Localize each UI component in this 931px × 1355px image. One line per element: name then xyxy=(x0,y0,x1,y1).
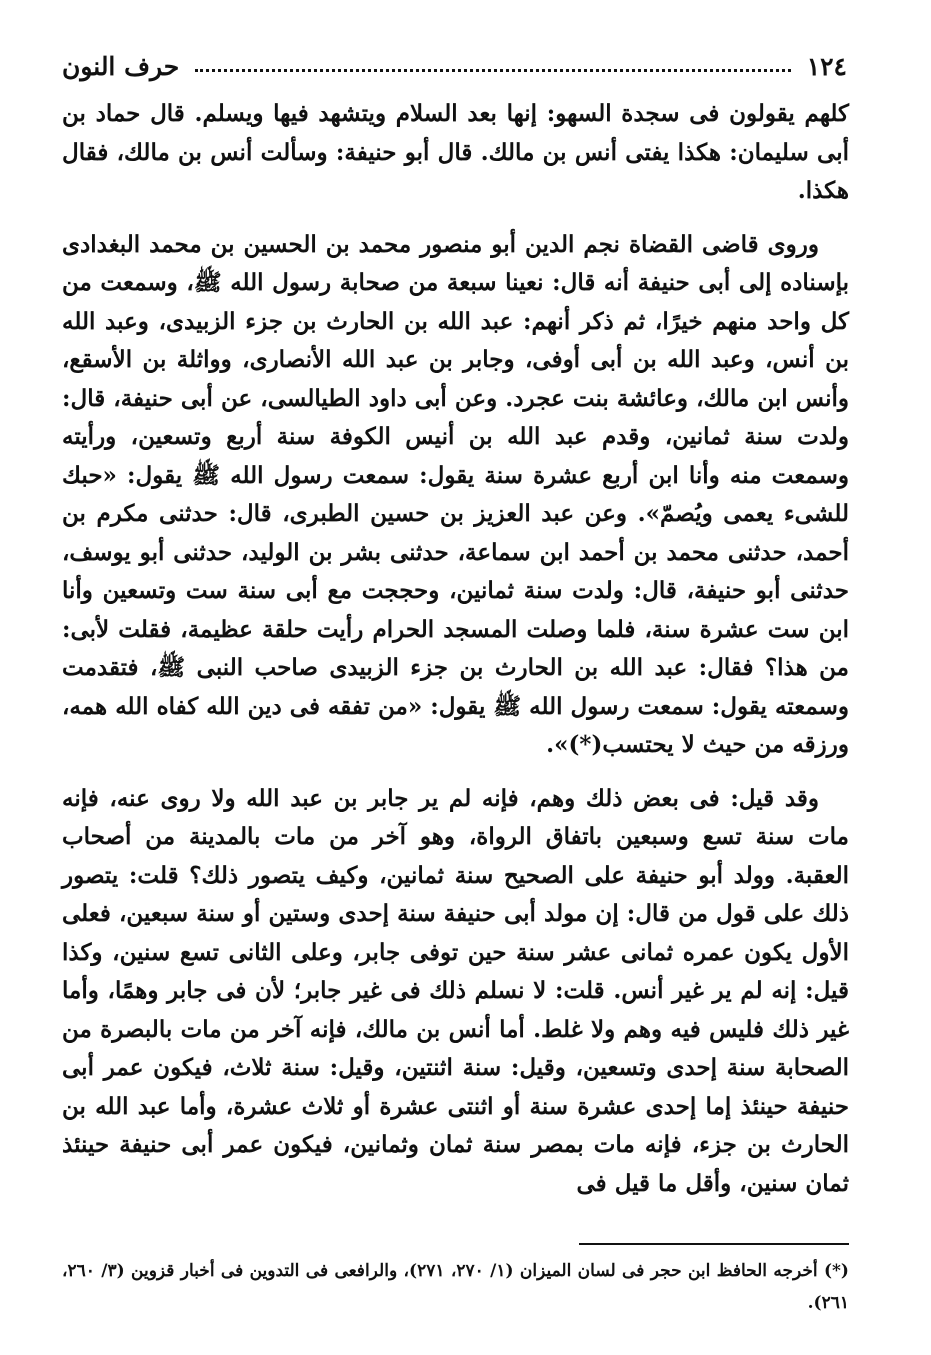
main-text xyxy=(62,95,849,1203)
page-number: ١٢٤ xyxy=(806,51,847,81)
running-header xyxy=(62,46,847,86)
paragraph-gap xyxy=(62,765,849,780)
paragraph-gap xyxy=(62,211,849,226)
paragraph-narrations: وروى قاضى القضاة نجم الدين أبو منصور محمد بن الحسين بن محمد البغدادى بإسناده إلى أبى حنيفة أنه قال: نعينا سبعة من صحابة رسول الله ﷺ، وسمعت من كل واحد منهم خيرًا، ثم ذكر أنهم: عبد الله بن الحارث بن جزء الزبيدى، وعبد الله بن أنس، وعبد الله بن أبى أوفى، وجابر بن عبد الله الأنصارى، وواثلة بن الأسقع، وأنس ابن مالك، وعائشة بنت عجرد. وعن أبى داود الطيالسى، عن أبى حنيفة، قال: ولدت سنة ثمانين، وقدم عبد الله بن أنيس الكوفة سنة أربع وتسعين، ورأيته وسمعت منه وأنا ابن أربع عشرة سنة يقول: سمعت رسول الله ﷺ يقول: «حبك للشىء يعمى ويُصمّ». وعن عبد العزيز بن حسين الطبرى، قال: حدثنى مكرم بن أحمد، حدثنى محمد بن أحمد ابن سماعة، حدثنى بشر بن الوليد، حدثنى أبو يوسف، حدثنى أبو حنيفة، قال: ولدت سنة ثمانين، وحججت مع أبى سنة ست وتسعين وأنا ابن ست عشرة سنة، فلما وصلت المسجد الحرام رأيت حلقة عظيمة، فقلت لأبى: من هذا؟ فقال: عبد الله بن الحارث بن جزء الزبيدى صاحب النبى ﷺ، فتقدمت وسمعته يقول: سمعت رسول الله ﷺ يقول: «من تفقه فى دين الله كفاه الله همه، ورزقه من حيث لا يحتسب(*)». xyxy=(62,230,849,758)
footnote: (*) أخرجه الحافظ ابن حجر فى لسان الميزان (١/ ٢٧٠، ٢٧١)، والرافعى فى التدوين فى أخبار قزوين (٣/ ٢٦٠، ٢٦١). xyxy=(62,1261,849,1313)
footnote-separator xyxy=(579,1243,849,1245)
paragraph-discussion: وقد قيل: فى بعض ذلك وهم، فإنه لم ير جابر بن عبد الله ولا روى عنه، فإنه مات سنة تسع وسبعين باتفاق الرواة، وهو آخر من مات بالمدينة من أصحاب العقبة. وولد أبو حنيفة على الصحيح سنة ثمانين، وكيف يتصور ذلك؟ قلت: يتصور ذلك على قول من قال: إن مولد أبى حنيفة سنة إحدى وستين أو سنة سبعين، فعلى الأول يكون عمره ثمانى عشر سنة حين توفى جابر، وعلى الثانى تسع سنين، وكذا قيل: إنه لم ير غير أنس. قلت: لا نسلم ذلك فى غير جابر؛ لأن فى جابر وهمًا، وأما غير ذلك فليس فيه وهم ولا غلط. أما أنس بن مالك، فإنه آخر من مات بالبصرة من الصحابة سنة إحدى وتسعين، وقيل: سنة اثنتين، وقيل: سنة ثلاث، فيكون عمر أبى حنيفة حينئذ إما إحدى عشرة سنة أو اثنتى عشرة أو ثلاث عشرة، وأما عبد الله بن الحارث بن جزء، فإنه مات بمصر سنة ثمان وثمانين، فيكون عمر أبى حنيفة حينئذ ثمان سنين، وأقل ما قيل فى xyxy=(62,784,849,1197)
dotted-leader xyxy=(195,69,790,72)
chapter-title: حرف النون xyxy=(62,51,180,81)
paragraph-continuation: كلهم يقولون فى سجدة السهو: إنها بعد السلام ويتشهد فيها ويسلم. قال حماد بن أبى سليمان: هكذا يفتى أنس بن مالك. قال أبو حنيفة: وسألت أنس بن مالك، فقال هكذا. xyxy=(62,100,849,204)
